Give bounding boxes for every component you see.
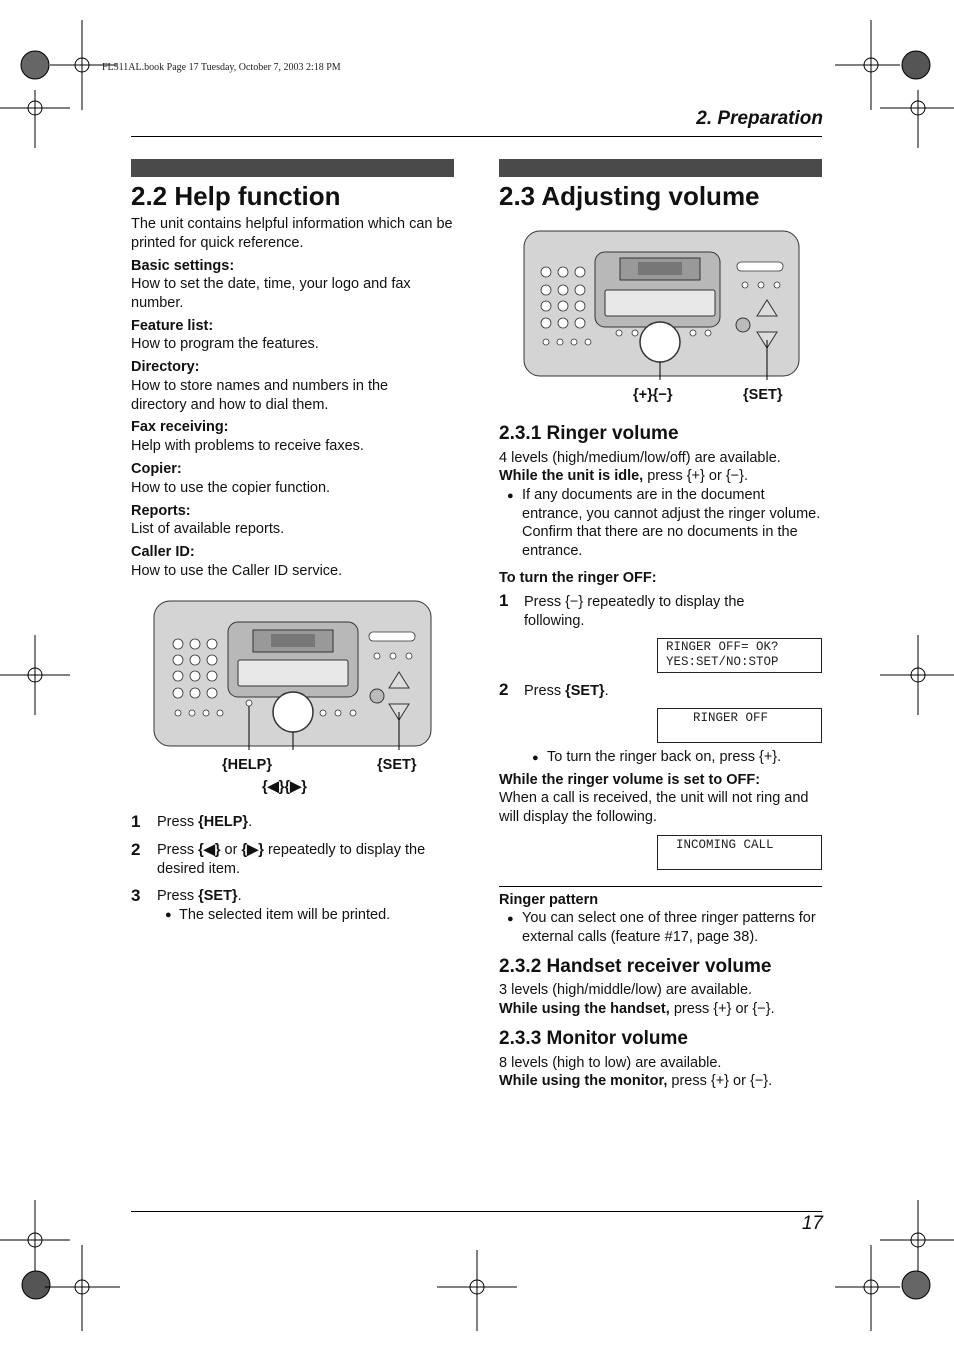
handset-levels: 3 levels (high/middle/low) are available. — [499, 982, 753, 998]
ringer-back-on: To turn the ringer back on, press {+}. — [547, 749, 782, 765]
monitor-levels: 8 levels (high to low) are available. — [499, 1055, 722, 1071]
lcd-display-3: INCOMING CALL — [657, 835, 822, 870]
ringer-off-heading: To turn the ringer OFF: — [499, 570, 657, 586]
step-number: 2 — [499, 680, 509, 699]
callout-set: {SET} — [377, 757, 417, 773]
title-bar-right — [499, 159, 822, 177]
ringer-volume-title: 2.3.1 Ringer volume — [499, 423, 679, 444]
item-text: Help with problems to receive faxes. — [131, 438, 364, 454]
item-text: How to use the Caller ID service. — [131, 563, 343, 579]
step-number: 3 — [131, 886, 141, 905]
item-text: How to use the copier function. — [131, 480, 331, 496]
fax-machine-illustration — [523, 230, 803, 380]
step-3-text: Press {SET}. — [157, 888, 242, 904]
callout-help: {HELP} — [222, 757, 272, 773]
while-off-text: When a call is received, the unit will not ring and will display the following. — [499, 790, 809, 825]
ringer-idle: While the unit is idle, press {+} or {−}. — [499, 468, 749, 484]
footer-rule — [131, 1211, 822, 1212]
step-3-bullet: The selected item will be printed. — [179, 907, 391, 923]
callout-plus-minus: {+}{−} — [633, 387, 673, 403]
monitor-volume-title: 2.3.3 Monitor volume — [499, 1028, 688, 1049]
while-off-heading: While the ringer volume is set to OFF: — [499, 772, 761, 788]
title-bar-left — [131, 159, 454, 177]
ringer-pattern-heading: Ringer pattern — [499, 892, 599, 908]
item-label: Copier: — [131, 461, 182, 477]
item-text: List of available reports. — [131, 521, 285, 537]
step-number: 1 — [131, 812, 141, 831]
item-label: Reports: — [131, 503, 191, 519]
lcd-display-1 — [657, 638, 822, 673]
help-intro: The unit contains helpful information which can be printed for quick reference. — [131, 216, 453, 251]
handset-volume-title: 2.3.2 Handset receiver volume — [499, 956, 772, 977]
section-title: 2. Preparation — [696, 108, 823, 129]
divider — [499, 886, 822, 887]
item-label: Caller ID: — [131, 544, 195, 560]
callout-set: {SET} — [743, 387, 783, 403]
item-text: How to program the features. — [131, 336, 319, 352]
step-number: 2 — [131, 840, 141, 859]
ringer-off-step2: Press {SET}. — [524, 683, 609, 699]
item-label: Directory: — [131, 359, 200, 375]
ringer-levels: 4 levels (high/medium/low/off) are available. — [499, 450, 781, 466]
step-number: 1 — [499, 591, 509, 610]
ringer-bullet: If any documents are in the document entrance, you cannot adjust the ringer volume. Confirm that there are no documents in the entrance. — [522, 487, 821, 559]
step-1-text: Press {HELP}. — [157, 814, 253, 830]
header-rule — [131, 136, 822, 137]
lcd-line: RINGER OFF= OK? — [666, 640, 779, 654]
item-text: How to store names and numbers in the directory and how to dial them. — [131, 378, 389, 413]
page-number: 17 — [801, 1213, 823, 1234]
bullet-icon: ● — [507, 913, 514, 925]
item-text: How to set the date, time, your logo and fax number. — [131, 276, 411, 311]
step-2-text: Press {◀} or {▶} repeatedly to display the desired item. — [157, 842, 426, 877]
monitor-instruction: While using the monitor, press {+} or {−}. — [499, 1073, 773, 1089]
file-info: FL511AL.book Page 17 Tuesday, October 7, 2003 2:18 PM — [102, 62, 341, 73]
lcd-line: YES:SET/NO:STOP — [666, 655, 779, 669]
help-function-title: 2.2 Help function — [131, 181, 341, 211]
lcd-display-2: RINGER OFF — [657, 708, 822, 743]
bullet-icon: ● — [507, 490, 514, 502]
adjusting-volume-title: 2.3 Adjusting volume — [499, 181, 760, 211]
bullet-icon: ● — [532, 752, 539, 764]
bullet-icon: ● — [165, 909, 172, 921]
ringer-pattern-bullet: You can select one of three ringer patterns for external calls (feature #17, page 38). — [522, 910, 816, 945]
fax-machine-illustration — [153, 600, 433, 750]
item-label: Basic settings: — [131, 258, 235, 274]
handset-instruction: While using the handset, press {+} or {−}. — [499, 1001, 775, 1017]
item-label: Feature list: — [131, 318, 214, 334]
ringer-off-step1: Press {−} repeatedly to display the following. — [524, 594, 745, 629]
item-label: Fax receiving: — [131, 419, 229, 435]
callout-arrows: {◀}{▶} — [262, 779, 307, 795]
